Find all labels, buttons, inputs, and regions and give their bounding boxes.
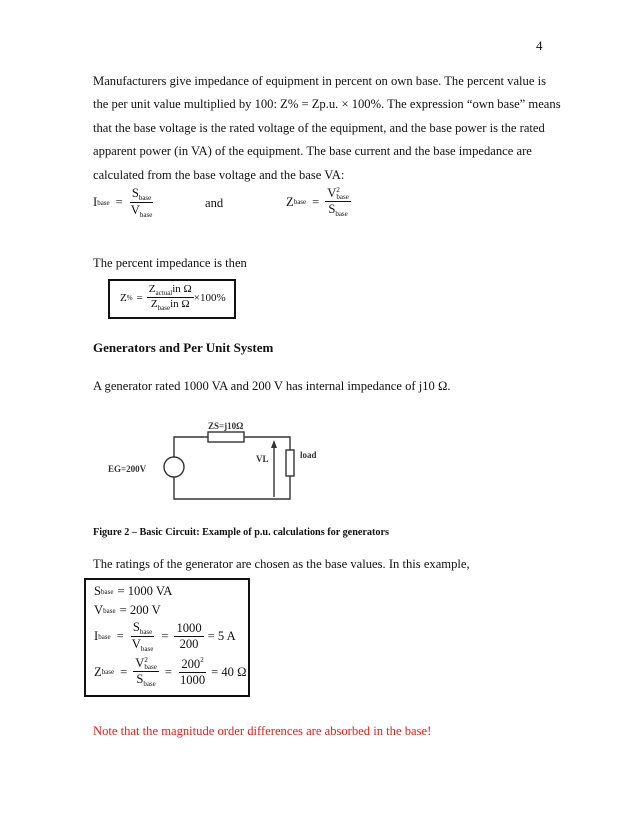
figure-caption: Figure 2 – Basic Circuit: Example of p.u. calculations for generators [93,527,389,538]
z-base-line: Z base = V 2 base $S_{base}$ = $\frac{200^2}{1000}$ = 40 Ω [94,656,247,689]
impedance-resistor-icon [208,432,244,442]
red-note: Note that the magnitude order differences are absorbed in the base! [93,724,432,738]
generator-text: A generator rated 1000 VA and 200 V has internal impedance of j10 Ω. [93,379,451,393]
load-resistor-icon [286,450,294,476]
voltage-source-icon [164,457,184,477]
vl-label: VL [256,454,269,464]
and-text: and [205,196,224,210]
eg-label: EG=200V [108,464,147,474]
ratings-text: The ratings of the generator are chosen as the base values. In this example, [93,557,470,571]
section-heading: Generators and Per Unit System [93,340,274,355]
percent-impedance-equation: Z % = $\frac{Z_{actual}in \Omega}{Z_{base}in \Omega}$ ×100% [120,283,226,312]
base-current-equation: I base = $\frac{S_{base}}{V_{base}}$ [93,186,153,219]
base-impedance-equation: Z base = V 2 base $S_{base}$ [286,186,349,219]
voltage-arrow-icon [271,440,277,448]
v-base-line: V base = 200 V [94,603,161,617]
generator-circuit-diagram [100,420,340,520]
i-base-line: I base = $\frac{S_{base}}{V_{base}}$ = $\frac{1000}{200}$ = 5 A [94,620,236,653]
s-base-line: S base = 1000 VA [94,584,173,598]
load-label: load [300,450,317,460]
page-number: 4 [536,38,543,53]
percent-impedance-text: The percent impedance is then [93,256,247,270]
intro-paragraph: Manufacturers give impedance of equipment in percent on own base. The percent value is the per unit value multiplied by 100: Z% = Zp.u. × 100%. The expression “own base” means that the base voltage is the rated voltage of the equipment, and the base power is the rated apparent power (in VA) of the equipment. The base current and the base impedance are calculated from the base voltage and the base VA: [93,74,561,182]
zs-label: ZS=j10Ω [208,421,244,431]
